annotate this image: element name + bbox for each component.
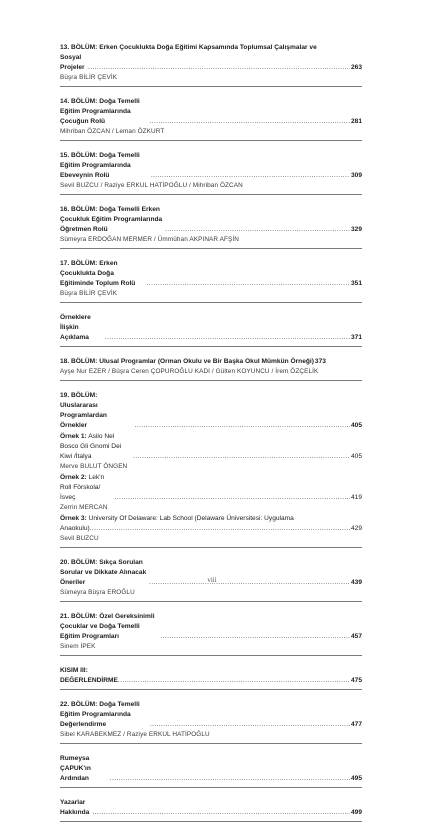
leader-dots <box>90 524 350 534</box>
entry-authors: Sibel KARABEKMEZ / Raziye ERKUL HATİPOĞLU <box>60 731 210 738</box>
entry-title: Yazarlar Hakkında <box>60 799 90 816</box>
toc-entry <box>60 699 362 744</box>
leader-dots <box>118 676 350 686</box>
entry-page: 477 <box>350 721 362 728</box>
entry-page: 495 <box>350 775 362 782</box>
entry-title: 17. BÖLÜM: Erken Çocuklukta Doğa Eğitiminde Toplum Rolü <box>60 260 136 287</box>
leader-dots <box>151 171 350 181</box>
entry-authors: Sümeyra Büşra EROĞLU <box>60 589 135 596</box>
entry-title: 19. BÖLÜM: Uluslararası Programlardan Örnekler <box>60 392 107 429</box>
entry-page: 499 <box>350 809 362 816</box>
leader-dots <box>135 421 350 431</box>
entry-authors: Zerrin MERCAN <box>60 504 108 511</box>
entry-authors: Sinem İPEK <box>60 643 96 650</box>
leader-dots <box>165 225 350 235</box>
entry-page: 329 <box>350 226 362 233</box>
leader-dots <box>147 279 350 289</box>
entry-page: 405 <box>350 422 362 429</box>
entry-authors: Sevil BUZCU <box>60 535 99 542</box>
entry-title-cont: Sosyal Projeler <box>60 54 85 71</box>
leader-dots <box>110 774 350 784</box>
toc-subentry <box>60 473 362 513</box>
leader-dots <box>133 452 350 462</box>
example-label: Örnek 1: <box>60 433 87 440</box>
table-of-contents <box>60 42 362 831</box>
entry-page: 309 <box>350 172 362 179</box>
toc-entry <box>60 611 362 656</box>
entry-page: 439 <box>350 579 362 586</box>
entry-title: KISIM III: DEĞERLENDİRME <box>60 667 118 684</box>
entry-page: 457 <box>350 633 362 640</box>
leader-dots <box>161 632 350 642</box>
example-label: Örnek 2: <box>60 474 87 481</box>
entry-page: 373 <box>314 358 326 365</box>
entry-page: 263 <box>350 64 362 71</box>
entry-title: 21. BÖLÜM: Özel Gereksinimli Çocuklar ve Doğa Temelli Eğitim Programları <box>60 613 155 640</box>
leader-dots <box>150 720 350 730</box>
leader-dots <box>93 808 350 818</box>
leader-dots <box>88 63 350 73</box>
toc-subentry <box>60 432 362 472</box>
toc-entry <box>60 204 362 249</box>
entry-authors: Ayşe Nur EZER / Büşra Ceren ÇOPUROĞLU KADI / Gülten KOYUNCU / İrem ÖZÇELİK <box>60 368 319 375</box>
entry-title: 16. BÖLÜM: Doğa Temelli Erken Çocukluk Eğitim Programlarında Öğretmen Rolü <box>60 206 163 233</box>
entry-authors: Merve BULUT ÖNGEN <box>60 463 128 470</box>
entry-title: 22. BÖLÜM: Doğa Temelli Eğitim Programlarında Değerlendirme <box>60 701 140 728</box>
entry-title: Rumeysa ÇAPUK'ın Ardından <box>60 755 91 782</box>
example-title-cont: Anaokulu) <box>60 525 90 532</box>
entry-authors: Büşra BİLİR ÇEVİK <box>60 74 118 81</box>
example-title: Asilo Nel Bosco Gli Gnomi Dei Kiwi /İtalya <box>60 433 122 460</box>
entry-page: 429 <box>350 525 362 532</box>
toc-entry <box>60 258 362 303</box>
entry-title: Örneklere İlişkin Açıklama <box>60 314 91 341</box>
entry-page: 405 <box>350 453 362 460</box>
toc-entry <box>60 96 362 141</box>
example-title: Lek'n Roll Förskola/ İsveç <box>60 474 105 501</box>
entry-page: 351 <box>350 280 362 287</box>
entry-title: 13. BÖLÜM: Erken Çocuklukta Doğa Eğitimi Kapsamında Toplumsal Çalışmalar ve <box>60 44 317 51</box>
entry-authors: Büşra BİLİR ÇEVİK <box>60 290 118 297</box>
entry-page: 371 <box>350 334 362 341</box>
leader-dots <box>115 493 350 503</box>
toc-entry <box>60 665 362 690</box>
toc-subentry <box>60 514 362 544</box>
toc-entry <box>60 797 362 822</box>
toc-entry <box>60 150 362 195</box>
toc-entry <box>60 753 362 788</box>
leader-dots <box>105 333 350 343</box>
entry-authors: Mihriban ÖZCAN / Leman ÖZKURT <box>60 128 165 135</box>
entry-authors: Sümeyra ERDOĞAN MERMER / Ümmühan AKPINAR AFŞİN <box>60 236 239 243</box>
entry-title: 15. BÖLÜM: Doğa Temelli Eğitim Programlarında Ebeveynin Rolü <box>60 152 140 179</box>
toc-entry <box>60 356 362 381</box>
example-title: University Of Delaware: Lab School (Delaware Üniversitesi: Uygulama <box>88 515 294 522</box>
entry-page: 475 <box>350 677 362 684</box>
entry-page: 419 <box>350 494 362 501</box>
example-label: Örnek 3: <box>60 515 87 522</box>
entry-title: 18. BÖLÜM: Ulusal Programlar (Orman Okulu ve Bir Başka Okul Mümkün Örneği) <box>60 358 314 365</box>
leader-dots <box>149 117 350 127</box>
entry-authors: Sevil BUZCU / Raziye ERKUL HATİPOĞLU / Mihriban ÖZCAN <box>60 182 243 189</box>
entry-page: 281 <box>350 118 362 125</box>
entry-title: 20. BÖLÜM: Sıkça Sorulan Sorular ve Dikkate Alınacak Öneriler <box>60 559 147 586</box>
toc-entry <box>60 42 362 87</box>
page-number: viii <box>207 576 217 584</box>
entry-title: 14. BÖLÜM: Doğa Temelli Eğitim Programlarında Çocuğun Rolü <box>60 98 140 125</box>
toc-entry <box>60 312 362 347</box>
toc-entry <box>60 390 362 548</box>
